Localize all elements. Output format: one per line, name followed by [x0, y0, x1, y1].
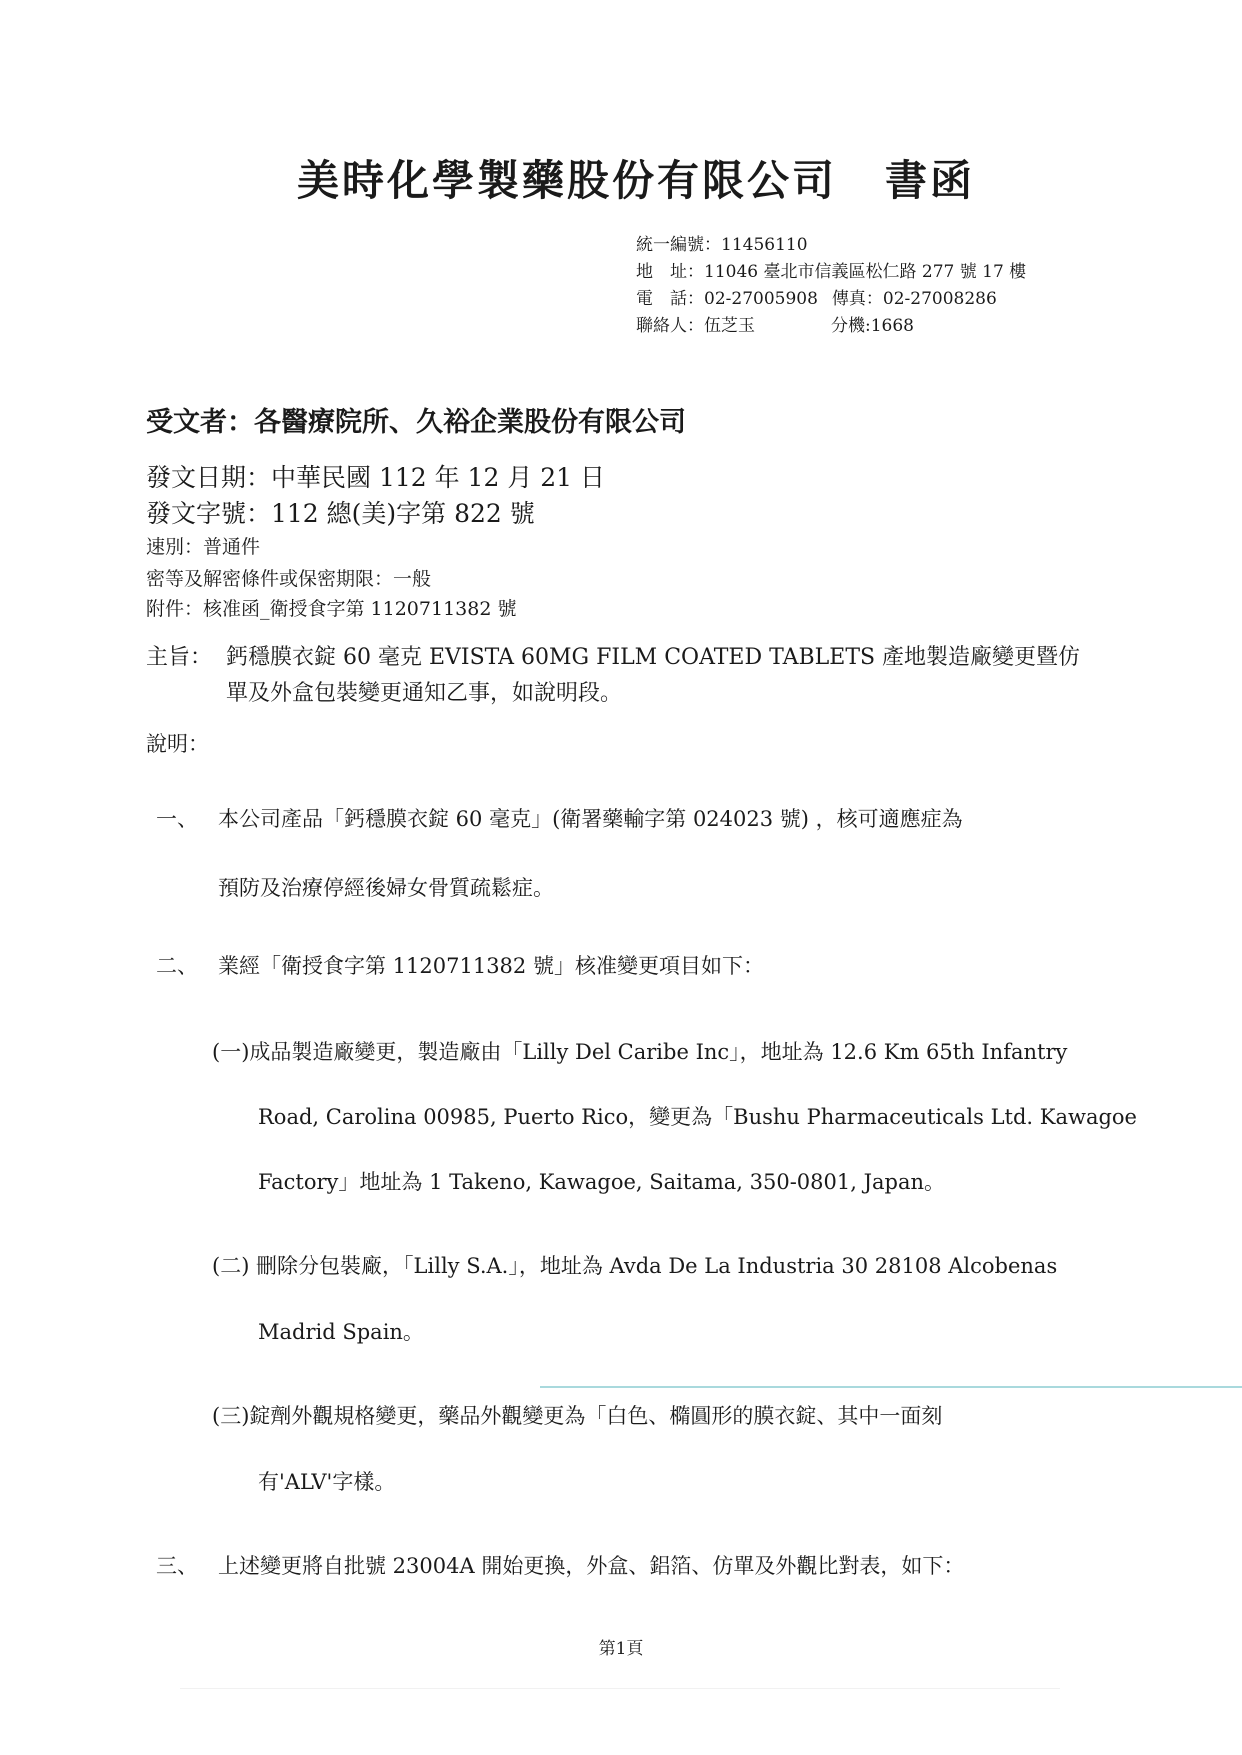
item-two-sub1-line3: Factory」地址為 1 Takeno, Kawagoe, Saitama, 350-0801, Japan。: [258, 1170, 946, 1194]
fax-number: 傳真：02-27008286: [831, 289, 997, 309]
contact-extension: 分機:1668: [831, 316, 914, 336]
item-two-sub2-line1: (二) 刪除分包裝廠，「Lilly S.A.」，地址為 Avda De La Industria 30 28108 Alcobenas: [212, 1254, 1058, 1278]
item-two-line1: 業經「衛授食字第 1120711382 號」核准變更項目如下：: [218, 954, 764, 978]
page-number: 第1頁: [598, 1639, 644, 1659]
contact-person: 聯絡人：伍芝玉: [636, 316, 755, 336]
company-address: 地 址：11046 臺北市信義區松仁路 277 號 17 樓: [636, 262, 1027, 282]
item-two-ordinal: 二、: [156, 954, 198, 978]
item-one-line2: 預防及治療停經後婦女骨質疏鬆症。: [218, 876, 554, 900]
secrecy-class: 密等及解密條件或保密期限：一般: [146, 568, 432, 590]
document-number: 發文字號：112 總(美)字第 822 號: [146, 499, 535, 528]
company-name: 美時化學製藥股份有限公司: [296, 156, 837, 205]
document-type: 書函: [885, 156, 976, 205]
subject: [146, 640, 1096, 712]
item-two-sub3-line1: (三)錠劑外觀規格變更，藥品外觀變更為「白色、橢圓形的膜衣錠、其中一面刻: [212, 1404, 943, 1428]
notes-label: 說明：: [146, 732, 209, 756]
tax-id: 統一編號：11456110: [636, 235, 808, 255]
item-one-ordinal: 一、: [156, 807, 198, 831]
item-two-sub1-line1: (一)成品製造廠變更，製造廠由「Lilly Del Caribe Inc」，地址為 12.6 Km 65th Infantry: [212, 1040, 1068, 1064]
phone-number: 電 話：02-27005908: [636, 289, 818, 309]
contact-line: [636, 313, 914, 339]
attachment: 附件：核准函_衛授食字第 1120711382 號: [146, 598, 517, 620]
issue-date: 發文日期：中華民國 112 年 12 月 21 日: [146, 463, 606, 492]
recipient: 受文者：各醫療院所、久裕企業股份有限公司: [146, 407, 686, 438]
item-two-sub1-line2: Road, Carolina 00985, Puerto Rico，變更為「Bushu Pharmaceuticals Ltd. Kawagoe: [258, 1105, 1137, 1129]
subject-text: 鈣穩膜衣錠 60 毫克 EVISTA 60MG FILM COATED TABLETS 產地製造廠變更暨仿單及外盒包裝變更通知乙事，如說明段。: [226, 645, 1081, 706]
scan-faint-line: [180, 1688, 1060, 1689]
phone-fax-line: [636, 286, 997, 312]
scan-artifact-line: [540, 1386, 1242, 1388]
subject-label: 主旨：: [146, 645, 213, 670]
item-two-sub2-line2: Madrid Spain。: [258, 1320, 424, 1344]
item-two-sub3-line2: 有'ALV'字樣。: [258, 1470, 396, 1494]
speed-class: 速別：普通件: [146, 536, 261, 558]
document-title: [0, 148, 1242, 208]
item-one-line1: 本公司產品「鈣穩膜衣錠 60 毫克」(衛署藥輸字第 024023 號) ，核可適應症為: [218, 807, 963, 831]
item-three-ordinal: 三、: [156, 1554, 198, 1578]
item-three-line1: 上述變更將自批號 23004A 開始更換，外盒、鋁箔、仿單及外觀比對表，如下：: [218, 1554, 965, 1578]
